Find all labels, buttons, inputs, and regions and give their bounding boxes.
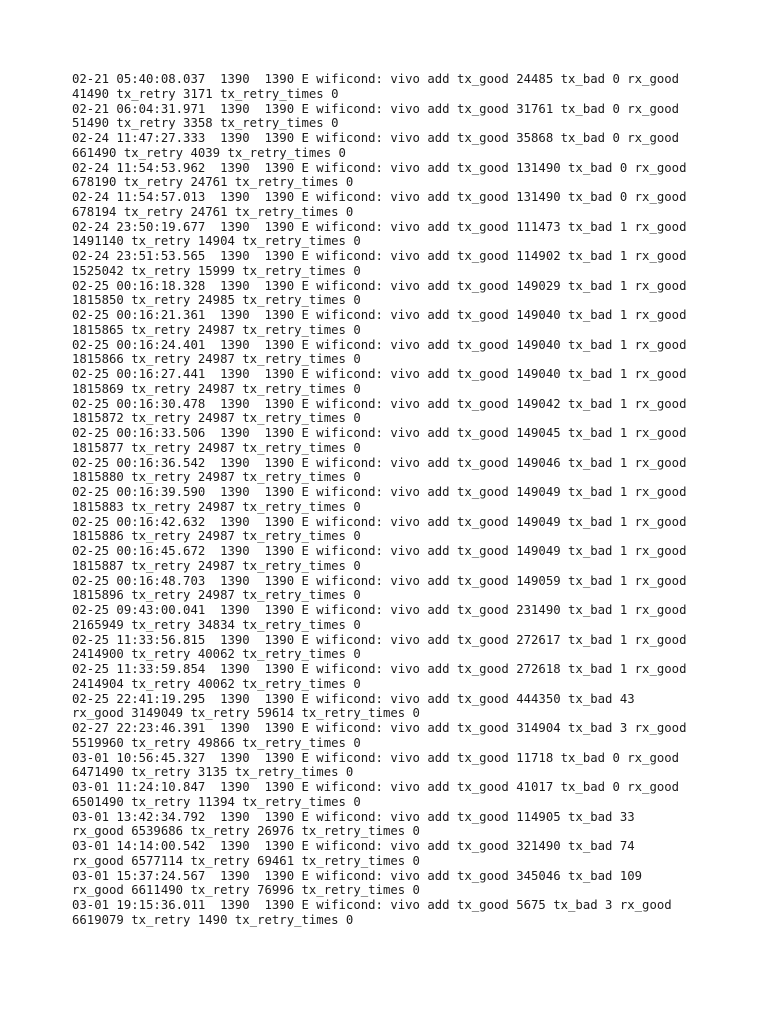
log-line: 02-24 23:51:53.565 1390 1390 E wificond: vivo add tx_good 114902 tx_bad 1 rx_good xyxy=(72,249,687,263)
log-line: 02-27 22:23:46.391 1390 1390 E wificond: vivo add tx_good 314904 tx_bad 3 rx_good xyxy=(72,721,687,735)
log-line: 03-01 14:14:00.542 1390 1390 E wificond: vivo add tx_good 321490 tx_bad 74 xyxy=(72,839,635,853)
log-line: 02-25 00:16:39.590 1390 1390 E wificond: vivo add tx_good 149049 tx_bad 1 rx_good xyxy=(72,485,687,499)
log-line: 678190 tx_retry 24761 tx_retry_times 0 xyxy=(72,175,354,190)
log-line: 03-01 19:15:36.011 1390 1390 E wificond: vivo add tx_good 5675 tx_bad 3 rx_good xyxy=(72,898,672,912)
log-line: 02-25 11:33:56.815 1390 1390 E wificond: vivo add tx_good 272617 tx_bad 1 rx_good xyxy=(72,632,687,647)
log-line: 5519960 tx_retry 49866 tx_retry_times 0 xyxy=(72,735,361,750)
log-line: 1815886 tx_retry 24987 tx_retry_times 0 xyxy=(72,529,361,544)
log-line: 03-01 15:37:24.567 1390 1390 E wificond: vivo add tx_good 345046 tx_bad 109 xyxy=(72,868,643,883)
log-line: 1491140 tx_retry 14904 tx_retry_times 0 xyxy=(72,234,361,249)
log-line: 02-24 23:50:19.677 1390 1390 E wificond: vivo add tx_good 111473 tx_bad 1 rx_good xyxy=(72,219,687,234)
log-line: 1815896 tx_retry 24987 tx_retry_times 0 xyxy=(72,588,361,603)
log-line: rx_good 6539686 tx_retry 26976 tx_retry_times 0 xyxy=(72,824,420,839)
log-line: 6501490 tx_retry 11394 tx_retry_times 0 xyxy=(72,794,361,809)
log-line: 1815883 tx_retry 24987 tx_retry_times 0 xyxy=(72,499,361,514)
log-line: 02-24 11:54:57.013 1390 1390 E wificond: vivo add tx_good 131490 tx_bad 0 rx_good xyxy=(72,190,687,204)
log-line: 661490 tx_retry 4039 tx_retry_times 0 xyxy=(72,145,346,160)
log-line: 02-25 00:16:24.401 1390 1390 E wificond: vivo add tx_good 149040 tx_bad 1 rx_good xyxy=(72,337,687,352)
log-line: 02-21 05:40:08.037 1390 1390 E wificond: vivo add tx_good 24485 tx_bad 0 rx_good xyxy=(72,72,680,86)
log-line: 6471490 tx_retry 3135 tx_retry_times 0 xyxy=(72,765,354,780)
log-line: 02-25 00:16:30.478 1390 1390 E wificond: vivo add tx_good 149042 tx_bad 1 rx_good xyxy=(72,396,687,411)
log-line: rx_good 6577114 tx_retry 69461 tx_retry_times 0 xyxy=(72,853,420,868)
log-line: 2414900 tx_retry 40062 tx_retry_times 0 xyxy=(72,647,361,662)
log-line: 03-01 11:24:10.847 1390 1390 E wificond: vivo add tx_good 41017 tx_bad 0 rx_good xyxy=(72,780,680,794)
log-line: 51490 tx_retry 3358 tx_retry_times 0 xyxy=(72,116,339,131)
log-line: 41490 tx_retry 3171 tx_retry_times 0 xyxy=(72,86,339,101)
log-line: 02-24 11:47:27.333 1390 1390 E wificond: vivo add tx_good 35868 tx_bad 0 rx_good xyxy=(72,131,680,145)
log-line: 1815865 tx_retry 24987 tx_retry_times 0 xyxy=(72,322,361,337)
log-line: 1815880 tx_retry 24987 tx_retry_times 0 xyxy=(72,470,361,485)
log-line: 1815872 tx_retry 24987 tx_retry_times 0 xyxy=(72,411,361,426)
log-line: 1815887 tx_retry 24987 tx_retry_times 0 xyxy=(72,558,361,573)
log-line: 03-01 13:42:34.792 1390 1390 E wificond: vivo add tx_good 114905 tx_bad 33 xyxy=(72,809,635,824)
log-line: 02-24 11:54:53.962 1390 1390 E wificond: vivo add tx_good 131490 tx_bad 0 rx_good xyxy=(72,160,687,175)
log-line: rx_good 3149049 tx_retry 59614 tx_retry_times 0 xyxy=(72,706,420,721)
log-line: 02-25 00:16:42.632 1390 1390 E wificond: vivo add tx_good 149049 tx_bad 1 rx_good xyxy=(72,514,687,529)
log-line: 02-25 00:16:36.542 1390 1390 E wificond: vivo add tx_good 149046 tx_bad 1 rx_good xyxy=(72,455,687,470)
log-line: 02-25 00:16:48.703 1390 1390 E wificond: vivo add tx_good 149059 tx_bad 1 rx_good xyxy=(72,573,687,588)
log-line: 1815866 tx_retry 24987 tx_retry_times 0 xyxy=(72,352,361,367)
log-line: 02-25 09:43:00.041 1390 1390 E wificond: vivo add tx_good 231490 tx_bad 1 rx_good xyxy=(72,603,687,617)
log-line: 02-25 00:16:18.328 1390 1390 E wificond: vivo add tx_good 149029 tx_bad 1 rx_good xyxy=(72,278,687,293)
log-line: 02-25 22:41:19.295 1390 1390 E wificond: vivo add tx_good 444350 tx_bad 43 xyxy=(72,691,635,706)
log-line: 1815877 tx_retry 24987 tx_retry_times 0 xyxy=(72,440,361,455)
log-line: 02-25 00:16:45.672 1390 1390 E wificond: vivo add tx_good 149049 tx_bad 1 rx_good xyxy=(72,544,687,558)
log-line: 1525042 tx_retry 15999 tx_retry_times 0 xyxy=(72,263,361,278)
log-line: 02-25 00:16:27.441 1390 1390 E wificond: vivo add tx_good 149040 tx_bad 1 rx_good xyxy=(72,367,687,381)
log-line: rx_good 6611490 tx_retry 76996 tx_retry_times 0 xyxy=(72,883,420,898)
log-text-block xyxy=(72,72,712,928)
log-line: 1815850 tx_retry 24985 tx_retry_times 0 xyxy=(72,293,361,308)
log-line: 02-25 00:16:33.506 1390 1390 E wificond: vivo add tx_good 149045 tx_bad 1 rx_good xyxy=(72,426,687,440)
log-line: 1815869 tx_retry 24987 tx_retry_times 0 xyxy=(72,381,361,396)
log-line: 6619079 tx_retry 1490 tx_retry_times 0 xyxy=(72,912,354,927)
log-line: 02-25 11:33:59.854 1390 1390 E wificond: vivo add tx_good 272618 tx_bad 1 rx_good xyxy=(72,662,687,676)
log-line: 02-21 06:04:31.971 1390 1390 E wificond: vivo add tx_good 31761 tx_bad 0 rx_good xyxy=(72,101,680,116)
log-line: 02-25 00:16:21.361 1390 1390 E wificond: vivo add tx_good 149040 tx_bad 1 rx_good xyxy=(72,308,687,322)
log-line: 2414904 tx_retry 40062 tx_retry_times 0 xyxy=(72,676,361,691)
log-line: 2165949 tx_retry 34834 tx_retry_times 0 xyxy=(72,617,361,632)
log-line: 678194 tx_retry 24761 tx_retry_times 0 xyxy=(72,204,354,219)
log-line: 03-01 10:56:45.327 1390 1390 E wificond: vivo add tx_good 11718 tx_bad 0 rx_good xyxy=(72,750,680,765)
